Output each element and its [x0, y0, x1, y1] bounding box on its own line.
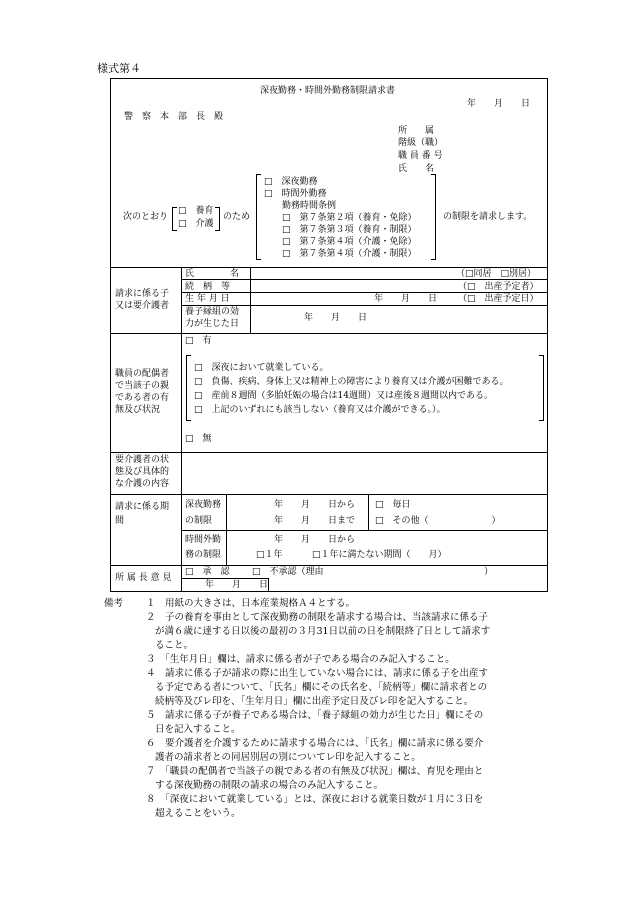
- requester-name-label: 氏 名: [398, 164, 435, 174]
- addressee: 警 察 本 部 長 殿: [124, 112, 224, 122]
- daily-checkbox[interactable]: □ 毎日: [375, 500, 411, 510]
- option-article-7-2[interactable]: □ 第７条第２項（養育・免除）: [282, 213, 417, 223]
- expectant-checkbox[interactable]: （□ 出産予定者）: [458, 282, 539, 292]
- divider: [250, 267, 251, 333]
- less-than-year-checkbox[interactable]: □１年に満たない期間（ 月）: [312, 550, 447, 560]
- divider: [110, 333, 548, 334]
- chief-opinion-label: 所 属 長 意 見: [115, 573, 172, 583]
- divider: [110, 494, 548, 495]
- form-frame: [110, 78, 548, 592]
- spouse-section-label-2: で当該子の親: [115, 381, 170, 391]
- night-limit-label-2: の制限: [185, 516, 213, 526]
- night-from-date: 年 月 日から: [274, 500, 356, 510]
- request-suffix: のため: [223, 212, 251, 222]
- overtime-limit-label-2: 務の制限: [185, 550, 222, 560]
- child-section-label: 請求に係る子: [115, 289, 170, 299]
- birth-date-value: 年 月 日: [374, 294, 438, 304]
- spouse-item-night[interactable]: □ 深夜において就業している。: [194, 363, 329, 373]
- reason-close-paren: ）: [484, 567, 494, 577]
- note-line: 護者の請求者との同居別居の別についてレ印を記入すること。: [155, 752, 421, 763]
- form-title: 深夜勤務・時間外勤務制限請求書: [260, 86, 396, 96]
- spouse-item-illness[interactable]: □ 負傷、疾病、身体上又は精神上の障害により養育又は介護が困難である。: [194, 377, 509, 387]
- spouse-item-childbirth[interactable]: □ 産前８週間（多胎妊娠の場合は14週間）又は産後８週間以内である。: [194, 391, 493, 401]
- disapprove-checkbox[interactable]: □ 不承認（理由: [252, 567, 324, 577]
- night-to-date: 年 月 日まで: [274, 516, 356, 526]
- adoption-label: 養子縁組の効: [185, 307, 240, 317]
- spouse-yes-checkbox[interactable]: □ 有: [185, 336, 212, 346]
- spouse-section-label: 職員の配偶者: [115, 369, 170, 379]
- note-line: ８ 「深夜において就業している」とは、深夜における就業日数が１月に３日を: [146, 794, 484, 805]
- birth-date-label: 生 年 月 日: [185, 294, 230, 304]
- divider: [268, 578, 269, 592]
- adoption-label-2: 力が生じた日: [185, 319, 240, 329]
- note-line: ること。: [155, 640, 194, 651]
- chief-date: 年 月 日: [205, 580, 269, 590]
- note-line: が満６歳に達する日以後の最初の３月31日以前の日を制限終了日として請求す: [155, 626, 491, 637]
- period-label: 請求に係る期: [115, 502, 170, 512]
- spouse-section-label-4: 無及び状況: [115, 405, 161, 415]
- note-line: 超えることをいう。: [155, 808, 241, 819]
- options-bracket-left: [256, 174, 261, 260]
- date-line: 年 月 日: [467, 99, 531, 109]
- care-section-label-2: 態及び具体的: [115, 467, 170, 477]
- overtime-limit-label: 時間外勤: [185, 535, 222, 545]
- divider: [181, 305, 548, 306]
- spouse-bracket-left: [186, 355, 191, 421]
- staff-number-label: 職 員 番 号: [398, 151, 443, 161]
- divider: [110, 267, 548, 268]
- one-year-checkbox[interactable]: □１年: [256, 550, 283, 560]
- option-overtime[interactable]: □ 時間外勤務: [264, 189, 327, 199]
- note-line: ３ 「生年月日」欄は、請求に係る者が子である場合のみ記入すること。: [146, 654, 455, 665]
- request-tail: の制限を請求します。: [443, 212, 533, 222]
- option-article-7-3[interactable]: □ 第７条第３項（養育・制限）: [282, 225, 417, 235]
- note-line: 続柄等及びレ印を、「生年月日」欄に出産予定日及びレ印を記入すること。: [155, 696, 474, 707]
- night-limit-label: 深夜勤務: [185, 500, 222, 510]
- child-section-label-2: 又は要介護者: [115, 301, 170, 311]
- divider: [181, 530, 548, 531]
- options-bracket-right: [431, 174, 436, 260]
- spouse-no-checkbox[interactable]: □ 無: [185, 434, 212, 444]
- period-label-2: 間: [115, 516, 125, 526]
- divider: [181, 333, 182, 452]
- request-prefix: 次のとおり: [123, 212, 169, 222]
- overtime-from-date: 年 月 日から: [274, 535, 356, 545]
- divider: [368, 494, 369, 530]
- approve-checkbox[interactable]: □ 承 認: [185, 567, 230, 577]
- note-line: ７ 「職員の配偶者で当該子の親である者の有無及び状況」欄は、育児を理由と: [146, 766, 484, 777]
- divider: [181, 267, 182, 333]
- divider: [110, 565, 548, 566]
- spouse-bracket-right: [539, 355, 544, 421]
- divider: [110, 452, 548, 453]
- reason-care-checkbox[interactable]: □ 介護: [178, 219, 214, 229]
- spouse-section-label-3: である者の有: [115, 393, 170, 403]
- due-date-checkbox[interactable]: （□ 出産予定日）: [458, 294, 539, 304]
- reason-raising-checkbox[interactable]: □ 養育: [178, 206, 214, 216]
- spouse-item-none[interactable]: □ 上記のいずれにも該当しない（養育又は介護ができる。）。: [194, 405, 446, 415]
- note-line: ５ 請求に係る子が養子である場合は、「養子縁組の効力が生じた日」欄にその: [146, 710, 484, 721]
- divider: [181, 578, 268, 579]
- note-line: １ 用紙の大きさは、日本産業規格Ａ４とする。: [146, 598, 356, 609]
- note-line: する深夜勤務の制限の請求の場合のみ記入すること。: [155, 780, 384, 791]
- rank-label: 階級（職）: [398, 138, 444, 148]
- divider: [181, 452, 182, 494]
- note-line: ４ 請求に係る子が請求の際に出生していない場合には、請求に係る子を出産す: [146, 668, 489, 679]
- affiliation-label: 所 属: [398, 126, 435, 136]
- care-section-label-3: な介護の内容: [115, 479, 170, 489]
- option-night-work[interactable]: □ 深夜勤務: [264, 177, 318, 187]
- adoption-date-value: 年 月 日: [304, 313, 368, 323]
- option-ordinance-label: 勤務時間条例: [282, 201, 337, 211]
- note-line: る予定である者について、「氏名」欄にその氏名を、「続柄等」欄に請求者との: [155, 682, 488, 693]
- option-article-7-4-exempt[interactable]: □ 第７条第４項（介護・免除）: [282, 237, 417, 247]
- option-article-7-4-limit[interactable]: □ 第７条第４項（介護・制限）: [282, 249, 417, 259]
- note-line: 日を記入すること。: [155, 724, 241, 735]
- other-checkbox[interactable]: □ その他（ ）: [375, 516, 501, 526]
- notes-heading: 備考: [104, 598, 124, 609]
- reason-bracket-left: [172, 207, 177, 231]
- note-line: ２ 子の養育を事由として深夜勤務の制限を請求する場合は、当該請求に係る子: [146, 612, 489, 623]
- form-number: 様式第４: [97, 62, 141, 75]
- reason-bracket-right: [215, 207, 220, 231]
- relation-label: 続 柄 等: [185, 282, 231, 292]
- cohabit-checkboxes[interactable]: （□同居 □別居）: [456, 269, 537, 279]
- note-line: ６ 要介護者を介護するために請求する場合には、「氏名」欄に請求に係る要介: [146, 738, 484, 749]
- child-name-label: 氏 名: [185, 269, 240, 279]
- care-section-label: 要介護者の状: [115, 455, 170, 465]
